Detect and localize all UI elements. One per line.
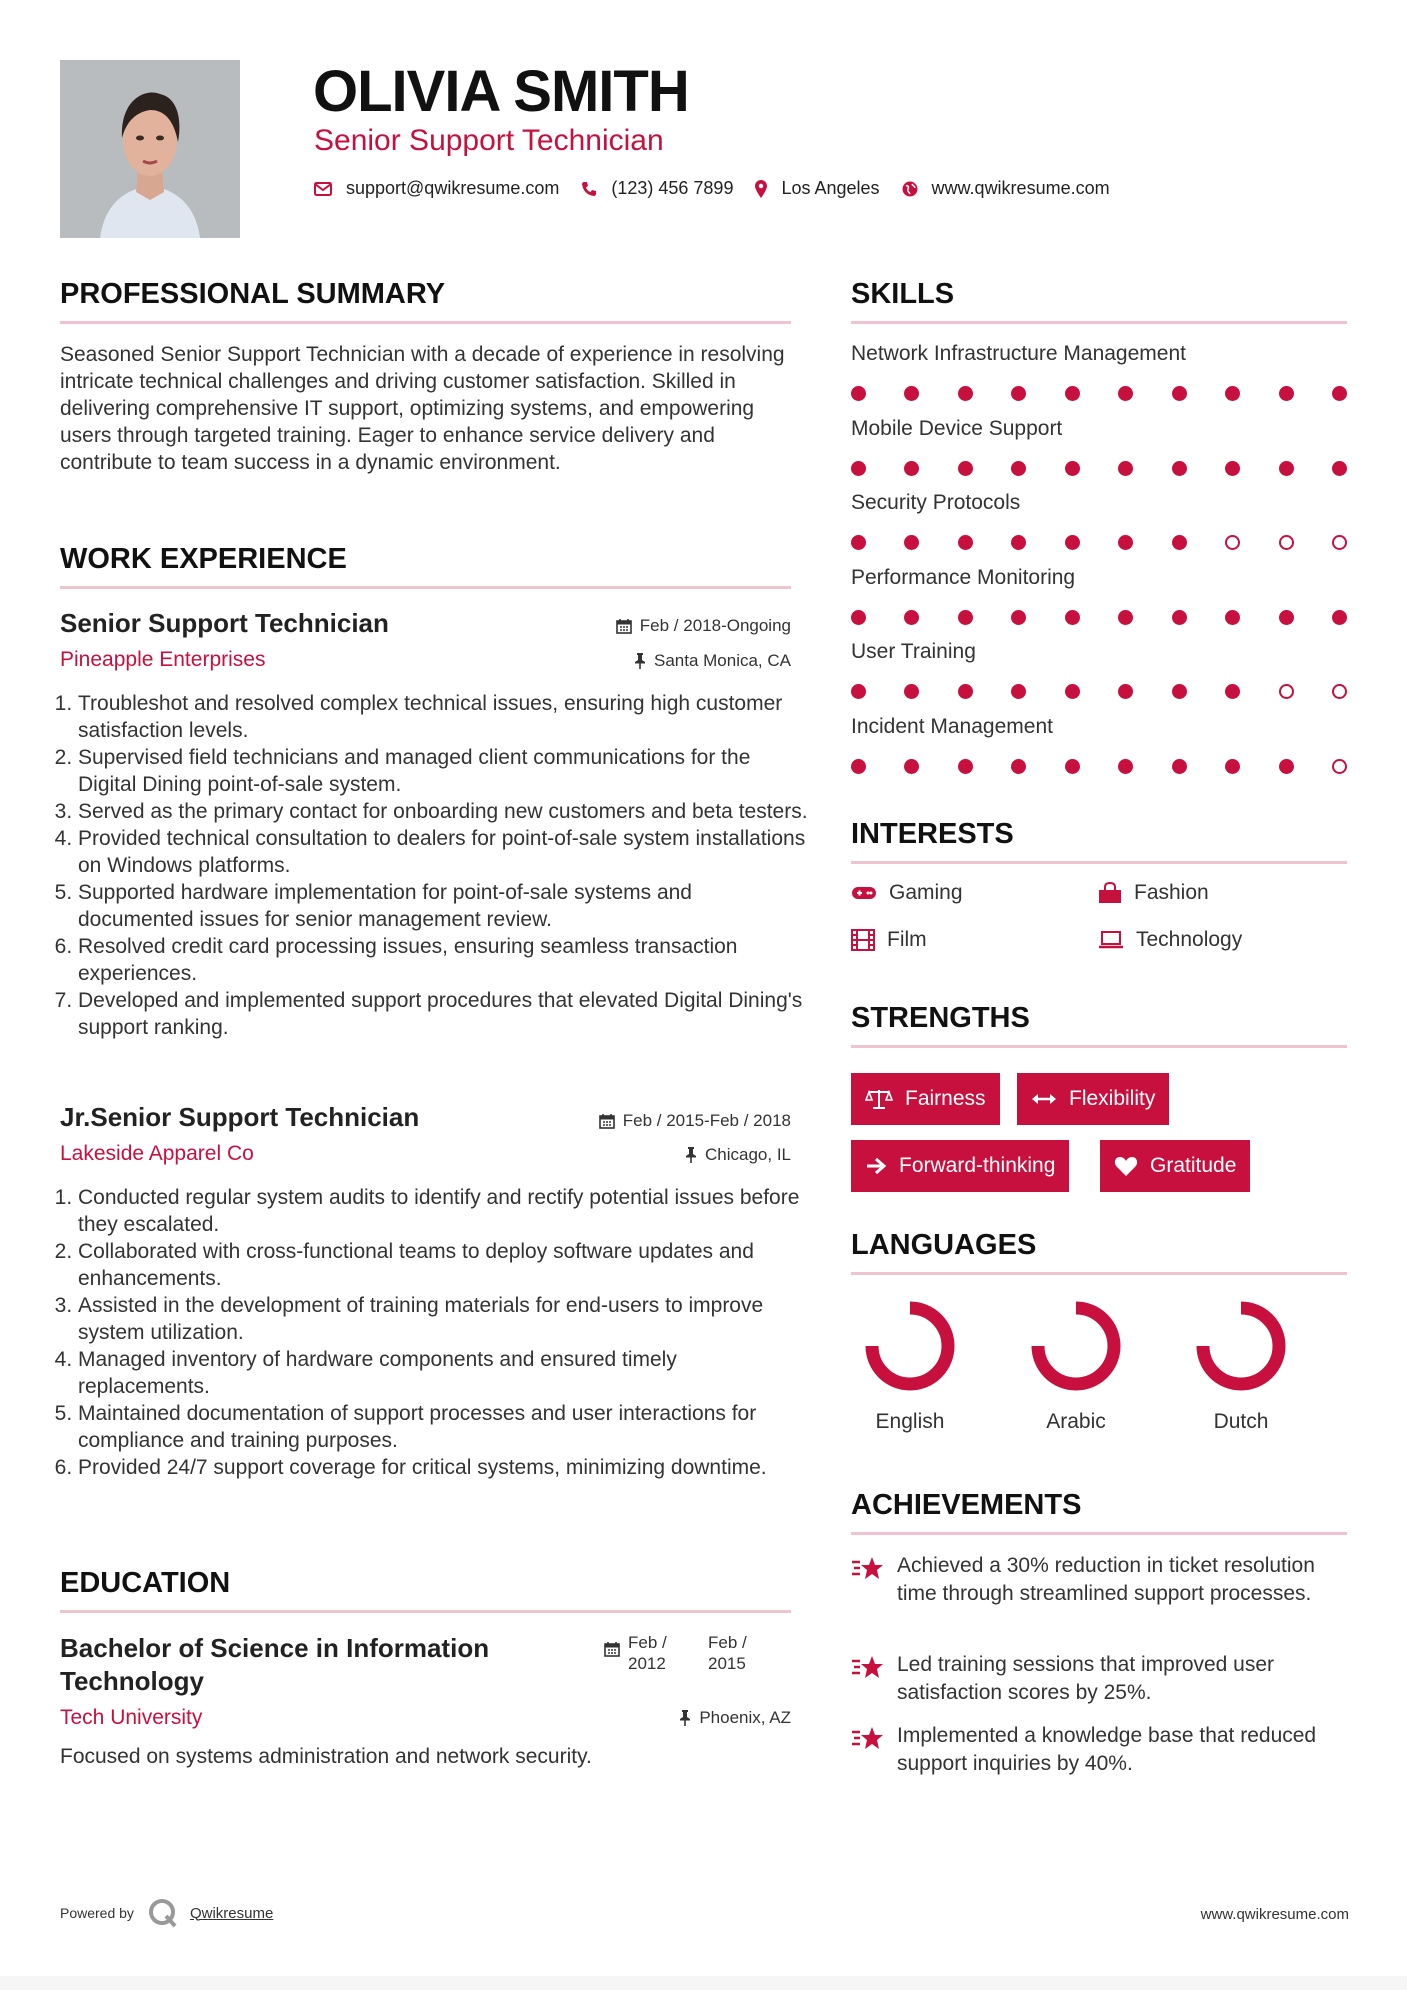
rating-dot-empty [1225, 535, 1240, 550]
skill-row [851, 640, 1349, 699]
rating-dot-filled [851, 684, 866, 699]
contact-location [755, 178, 879, 199]
powered-by-label: Powered by [60, 1905, 134, 1921]
profile-photo [60, 60, 240, 238]
rating-dot-filled [851, 610, 866, 625]
rating-dot-filled [904, 535, 919, 550]
rating-dot-filled [1011, 461, 1026, 476]
rating-dot-filled [1279, 759, 1294, 774]
job-duties [56, 690, 808, 1041]
achievement-item [851, 1651, 1351, 1707]
phone-icon [581, 181, 597, 197]
rating-dot-empty [1332, 684, 1347, 699]
skill-name: Network Infrastructure Management [851, 342, 1186, 365]
rating-dot-filled [1118, 759, 1133, 774]
interest-film [851, 928, 927, 952]
rating-dot-filled [1172, 461, 1187, 476]
rating-dot-filled [1011, 610, 1026, 625]
rating-dot-filled [1279, 461, 1294, 476]
strengths-heading: STRENGTHS [851, 1002, 1347, 1048]
balance-scale-icon [865, 1088, 893, 1110]
calendar-icon [599, 1113, 615, 1129]
rating-dot-filled [1225, 759, 1240, 774]
candidate-name: OLIVIA SMITH [313, 59, 689, 124]
languages-heading: LANGUAGES [851, 1229, 1347, 1275]
rating-dot-filled [1172, 684, 1187, 699]
interests-heading: INTERESTS [851, 818, 1347, 864]
gamepad-icon [851, 885, 877, 901]
interest-label: Gaming [889, 881, 963, 904]
rating-dot-filled [1225, 684, 1240, 699]
arrows-horizontal-icon [1031, 1091, 1057, 1107]
strength-chip-forward-thinking [851, 1140, 1069, 1192]
contact-phone-text: (123) 456 7899 [611, 178, 734, 198]
rating-dot-filled [1065, 386, 1080, 401]
rating-dot-filled [904, 386, 919, 401]
job-date [616, 616, 791, 636]
page-bottom-bar [0, 1976, 1407, 1990]
job-title: Senior Support Technician [60, 608, 389, 638]
job-location-text: Santa Monica, CA [653, 651, 791, 670]
achievement-text: Implemented a knowledge base that reduced support inquiries by 40%. [897, 1724, 1317, 1775]
footer-url[interactable]: www.qwikresume.com [1200, 1906, 1349, 1923]
rating-dot-filled [1065, 461, 1080, 476]
strength-chip-fairness [851, 1073, 1000, 1125]
duty-item: 5. Maintained documentation of support processes and user interactions for compliance and training purposes. [78, 1400, 808, 1454]
rating-dot-filled [1011, 535, 1026, 550]
pushpin-icon [679, 1710, 691, 1726]
star-award-icon [851, 1724, 885, 1752]
interest-technology [1098, 928, 1242, 952]
experience-heading: WORK EXPERIENCE [60, 543, 791, 589]
candidate-title: Senior Support Technician [314, 124, 664, 157]
education-start: Feb / 2012 [628, 1633, 667, 1673]
star-award-icon [851, 1653, 885, 1681]
language-name: Arabic [1046, 1410, 1106, 1433]
duty-item: 3. Assisted in the development of training materials for end-users to improve system utilization. [78, 1292, 808, 1346]
rating-dot-empty [1279, 535, 1294, 550]
duty-item: 3. Served as the primary contact for onboarding new customers and beta testers. [78, 798, 808, 825]
language-arabic [1026, 1296, 1126, 1434]
arrow-right-icon [865, 1156, 887, 1176]
rating-dot-filled [1118, 386, 1133, 401]
rating-dot-filled [1011, 684, 1026, 699]
job-company: Pineapple Enterprises [60, 648, 266, 671]
summary-text: Seasoned Senior Support Technician with a decade of experience in resolving intricate technical challenges and driving customer satisfaction. Skilled in delivering comprehensive IT support, optimizing systems, and empowering users through targeted training. Eager to enhance service delivery and contribute to team success in a dynamic environment. [60, 343, 785, 474]
rating-dot-filled [1172, 610, 1187, 625]
skill-row [851, 491, 1349, 550]
rating-dot-empty [1279, 684, 1294, 699]
job-title: Jr.Senior Support Technician [60, 1102, 420, 1132]
duty-item: 4. Provided technical consultation to dealers for point-of-sale system installations on Windows platforms. [78, 825, 808, 879]
rating-dot-filled [958, 386, 973, 401]
job-date-text: Feb / 2018-Ongoing [639, 616, 791, 635]
duty-item: 2. Supervised field technicians and managed client communications for the Digital Dining point-of-sale system. [78, 744, 808, 798]
summary-heading: PROFESSIONAL SUMMARY [60, 278, 791, 324]
footer-powered-by [60, 1898, 273, 1928]
rating-dot-filled [1279, 386, 1294, 401]
skill-rating [851, 535, 1349, 550]
rating-dot-filled [1279, 610, 1294, 625]
skill-rating [851, 610, 1349, 625]
rating-dot-empty [1332, 759, 1347, 774]
contact-email[interactable] [314, 178, 559, 199]
laptop-icon [1098, 931, 1124, 949]
education-end: Feb / 2015 [708, 1633, 747, 1673]
rating-dot-filled [1225, 461, 1240, 476]
interest-fashion [1098, 881, 1209, 905]
rating-dot-filled [1332, 386, 1347, 401]
job-location [634, 651, 791, 671]
interest-label: Technology [1136, 928, 1243, 951]
rating-dot-filled [1332, 610, 1347, 625]
rating-dot-filled [1172, 386, 1187, 401]
contact-bar [314, 178, 1132, 199]
rating-dot-filled [958, 684, 973, 699]
language-name: Dutch [1213, 1410, 1269, 1433]
rating-dot-filled [904, 461, 919, 476]
interest-label: Fashion [1134, 881, 1209, 904]
strength-label: Gratitude [1150, 1154, 1237, 1177]
skill-name: Security Protocols [851, 491, 1021, 514]
rating-dot-filled [1065, 610, 1080, 625]
language-ring [860, 1296, 960, 1396]
rating-dot-filled [958, 759, 973, 774]
education-degree: Bachelor of Science in Information Technology [60, 1633, 490, 1696]
duty-item: 6. Provided 24/7 support coverage for critical systems, minimizing downtime. [78, 1454, 808, 1481]
interest-label: Film [887, 928, 927, 951]
contact-email-text: support@qwikresume.com [346, 178, 560, 198]
strength-chip-flexibility [1017, 1073, 1169, 1125]
envelope-icon [314, 182, 332, 196]
education-school: Tech University [60, 1706, 203, 1729]
rating-dot-filled [1225, 386, 1240, 401]
achievement-item [851, 1722, 1351, 1778]
skill-row [851, 715, 1349, 774]
rating-dot-filled [1332, 461, 1347, 476]
language-name: English [875, 1410, 945, 1433]
language-english [860, 1296, 960, 1434]
brand-link[interactable]: Qwikresume [189, 1904, 274, 1922]
job-date [599, 1111, 791, 1131]
skills-heading: SKILLS [851, 278, 1347, 324]
education-heading: EDUCATION [60, 1567, 791, 1613]
rating-dot-filled [1118, 684, 1133, 699]
skill-rating [851, 759, 1349, 774]
film-icon [851, 929, 875, 951]
duty-item: 2. Collaborated with cross-functional teams to deploy software updates and enhancements. [78, 1238, 808, 1292]
rating-dot-filled [1065, 535, 1080, 550]
rating-dot-filled [1118, 461, 1133, 476]
duty-item: 1. Conducted regular system audits to identify and rectify potential issues before they escalated. [78, 1184, 808, 1238]
rating-dot-filled [958, 535, 973, 550]
pushpin-icon [634, 653, 646, 669]
job-duties [56, 1184, 808, 1481]
shopping-bag-icon [1098, 882, 1122, 904]
skill-rating [851, 684, 1349, 699]
rating-dot-filled [1118, 535, 1133, 550]
achievement-text: Led training sessions that improved user satisfaction scores by 25%. [897, 1653, 1275, 1704]
education-dates [604, 1632, 788, 1674]
strength-chip-gratitude [1100, 1140, 1250, 1192]
rating-dot-filled [1065, 684, 1080, 699]
skill-row [851, 566, 1349, 625]
contact-location-text: Los Angeles [781, 178, 880, 198]
calendar-icon [604, 1641, 620, 1657]
education-location [679, 1708, 791, 1728]
job-location-text: Chicago, IL [705, 1145, 791, 1164]
rating-dot-filled [1011, 759, 1026, 774]
education-location-text: Phoenix, AZ [699, 1708, 791, 1727]
language-ring [1026, 1296, 1126, 1396]
rating-dot-filled [1172, 759, 1187, 774]
heart-icon [1114, 1155, 1138, 1177]
achievement-text: Achieved a 30% reduction in ticket resolution time through streamlined support processes. [897, 1554, 1315, 1605]
rating-dot-filled [904, 610, 919, 625]
globe-icon [902, 181, 918, 197]
rating-dot-filled [1011, 386, 1026, 401]
duty-item: 6. Resolved credit card processing issues, ensuring seamless transaction experiences. [78, 933, 808, 987]
achievement-item [851, 1552, 1351, 1608]
skill-row [851, 417, 1349, 476]
rating-dot-filled [904, 684, 919, 699]
duty-item: 4. Managed inventory of hardware components and ensured timely replacements. [78, 1346, 808, 1400]
contact-website-text: www.qwikresume.com [931, 178, 1110, 198]
rating-dot-filled [1225, 610, 1240, 625]
rating-dot-filled [1172, 535, 1187, 550]
rating-dot-filled [851, 461, 866, 476]
education-description: Focused on systems administration and network security. [60, 1745, 592, 1768]
contact-website[interactable] [902, 178, 1110, 199]
job-company: Lakeside Apparel Co [60, 1142, 254, 1165]
language-ring [1191, 1296, 1291, 1396]
skill-name: Performance Monitoring [851, 565, 1076, 589]
interest-gaming [851, 881, 963, 905]
duty-item: 5. Supported hardware implementation for point-of-sale systems and documented issues for senior management review. [78, 879, 808, 933]
rating-dot-filled [851, 759, 866, 774]
achievements-heading: ACHIEVEMENTS [851, 1489, 1347, 1535]
language-dutch [1191, 1296, 1291, 1434]
map-marker-icon [755, 180, 767, 198]
rating-dot-filled [1065, 759, 1080, 774]
strength-label: Flexibility [1069, 1087, 1156, 1110]
rating-dot-filled [958, 610, 973, 625]
rating-dot-filled [1118, 610, 1133, 625]
qwikresume-logo-icon [148, 1898, 178, 1928]
strength-label: Forward-thinking [899, 1154, 1056, 1177]
duty-item: 1. Troubleshot and resolved complex technical issues, ensuring high customer satisfaction levels. [78, 690, 808, 744]
duty-item: 7. Developed and implemented support procedures that elevated Digital Dining's support ranking. [78, 987, 808, 1041]
job-location [685, 1145, 791, 1165]
rating-dot-filled [904, 759, 919, 774]
rating-dot-filled [851, 535, 866, 550]
contact-phone[interactable] [581, 178, 733, 199]
calendar-icon [616, 618, 632, 634]
pushpin-icon [685, 1147, 697, 1163]
rating-dot-filled [958, 461, 973, 476]
skill-row [851, 342, 1349, 401]
job-date-text: Feb / 2015-Feb / 2018 [622, 1111, 791, 1130]
skill-rating [851, 461, 1349, 476]
skill-name: Incident Management [851, 714, 1053, 738]
rating-dot-filled [851, 386, 866, 401]
skill-name: User Training [851, 640, 976, 663]
rating-dot-empty [1332, 535, 1347, 550]
skill-rating [851, 386, 1349, 401]
strength-label: Fairness [905, 1087, 986, 1110]
star-award-icon [851, 1554, 885, 1582]
skill-name: Mobile Device Support [851, 416, 1063, 440]
